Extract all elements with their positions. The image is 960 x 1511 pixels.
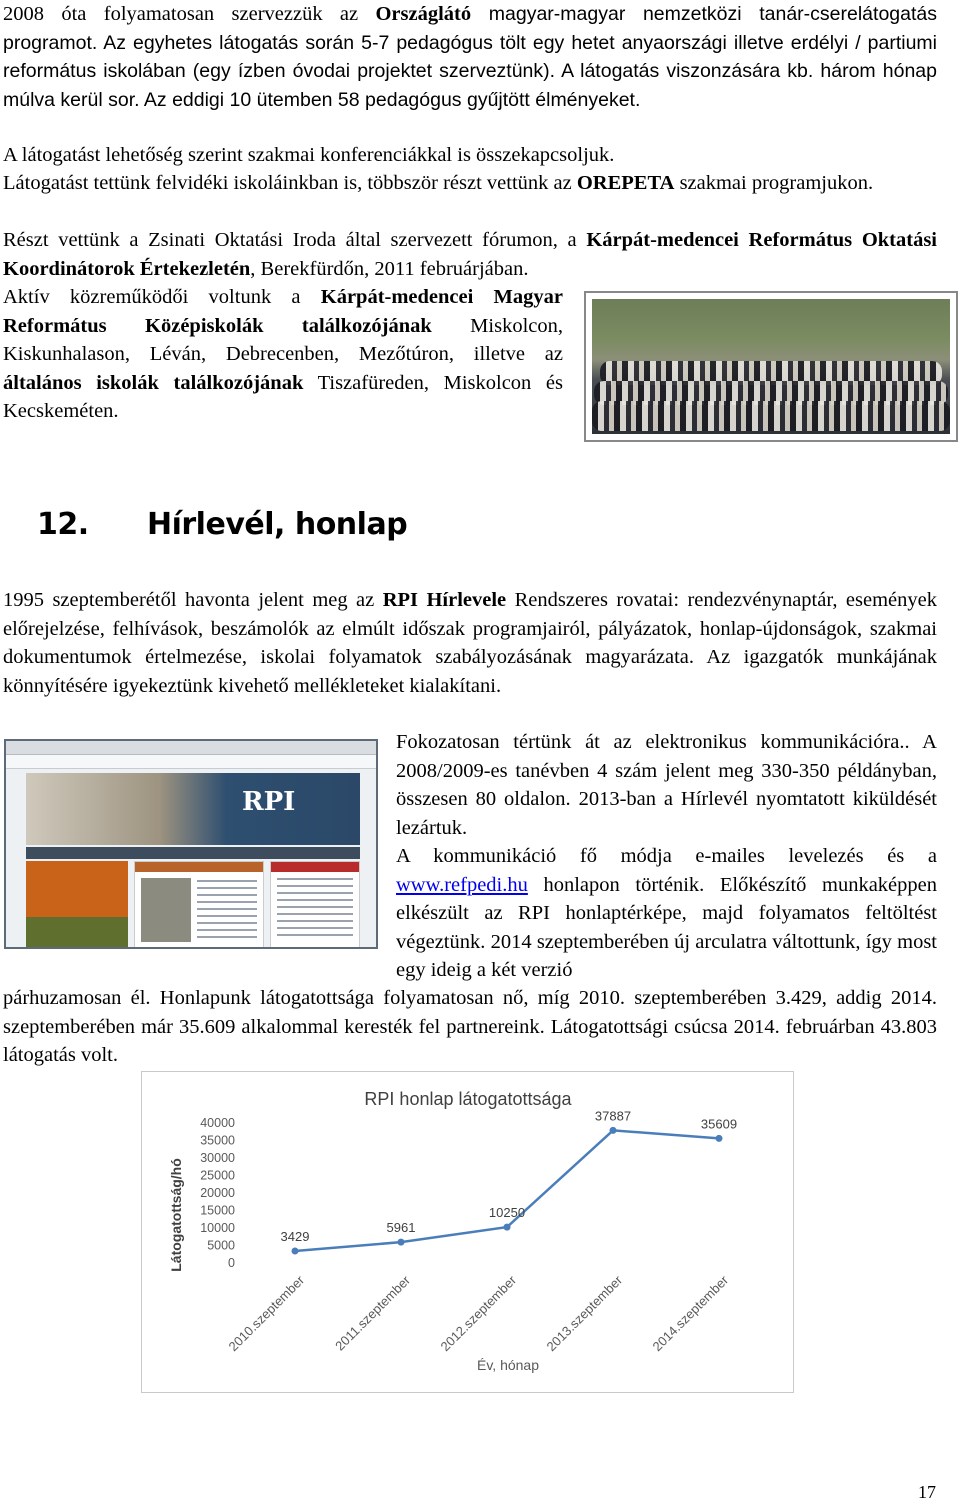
refpedi-link[interactable]: www.refpedi.hu bbox=[396, 873, 528, 896]
right-text-p1: Fokozatosan tértünk át az elektronikus kommunikációra.. A 2008/2009-es tanévben 4 szám jelent meg 330-350 példányban, összesen 80 oldalon. 2013-ban a Hírlevél nyomtatott kiküldését lezártuk. bbox=[396, 731, 937, 839]
intro-text-rest: magyar-magyar nemzetközi tanár-cserelátogatás programot. Az egyhetes látogatás során 5-7 pedagógus tölt egy hetet anyaországi illetve erdélyi / partiumi református iskolában (egy ízben óvodai projektet szerveztünk). A látogatás viszonzására kb. három hónap múlva kerül sor. Az eddigi 10 ütemben 58 pedagógus gyűjtött élményeket. bbox=[3, 3, 937, 111]
chart-x-tick-label: 2012.szeptember bbox=[437, 1272, 520, 1355]
chart-data-point bbox=[610, 1127, 617, 1134]
section-heading bbox=[37, 507, 407, 542]
intro-paragraph bbox=[3, 0, 937, 114]
hirlevel-text-end: Rendszeres rovatai: rendezvénynaptár, események előrejelzése, felhívások, beszámolók az elmúlt időszak programjairól, pályázatok, honlap-újdonságok, szakmai dokumentumok értelmezése, iskolai folyamatok szabályozásának magyarázata. Az igazgatók munkájának könnyítésére igyekeztünk kivehető mellékleteket kialakítani. bbox=[3, 589, 937, 697]
rpi-hirlevele-term: RPI Hírlevele bbox=[382, 589, 507, 611]
chart-data-label: 35609 bbox=[700, 1116, 738, 1132]
section-number: 12. bbox=[37, 507, 89, 542]
right-paragraph bbox=[396, 728, 937, 985]
chart-x-tick-label: 2014.szeptember bbox=[649, 1272, 732, 1355]
chart-x-tick-label: 2013.szeptember bbox=[543, 1272, 626, 1355]
chart-y-tick-label: 10000 bbox=[200, 1221, 235, 1235]
right-text-p2-start: A kommunikáció fő módja e-mailes levelezés és a bbox=[396, 845, 937, 867]
visits-chart bbox=[141, 1071, 794, 1393]
chart-title: RPI honlap látogatottsága bbox=[364, 1089, 572, 1109]
zsinati-text-start: Részt vettünk a Zsinati Oktatási Iroda által szervezett fórumon, a bbox=[3, 229, 587, 251]
chart-y-tick-label: 30000 bbox=[200, 1151, 235, 1165]
chart-y-tick-label: 40000 bbox=[200, 1116, 235, 1130]
chart-x-tick-label: 2010.szeptember bbox=[225, 1272, 308, 1355]
zsinati-text-end: , Berekfürdőn, 2011 februárjában. bbox=[250, 257, 529, 280]
group-photo bbox=[584, 291, 958, 442]
chart-y-tick-label: 5000 bbox=[207, 1238, 235, 1253]
aktiv-text-end: Tiszafüreden, Miskolcon és Kecskeméten. bbox=[3, 371, 563, 422]
chart-data-label: 5961 bbox=[386, 1220, 416, 1236]
aktiv-paragraph bbox=[3, 283, 563, 426]
orszaglato-term: Országlátó bbox=[375, 3, 472, 25]
chart-y-tick-label: 35000 bbox=[200, 1133, 235, 1148]
felvidek-paragraph bbox=[3, 169, 937, 198]
visits-chart-svg bbox=[142, 1072, 795, 1394]
chart-y-tick-label: 25000 bbox=[200, 1168, 235, 1183]
zsinati-paragraph bbox=[3, 226, 937, 283]
website-screenshot bbox=[4, 739, 378, 949]
browser-tab-bar bbox=[6, 741, 376, 755]
chart-data-label: 3429 bbox=[280, 1228, 310, 1244]
chart-data-label: 37887 bbox=[594, 1108, 632, 1124]
group-photo-image bbox=[592, 299, 950, 434]
orepeta-term: OREPETA bbox=[576, 172, 675, 194]
chart-y-tick-label: 0 bbox=[228, 1256, 235, 1270]
aktiv-text-middle: Miskolcon, Kiskunhalason, Léván, Debrecenben, Mezőtúron, illetve az bbox=[3, 314, 563, 365]
conference-sentence: A látogatást lehetőség szerint szakmai konferenciákkal is összekapcsoljuk. bbox=[3, 144, 615, 166]
page-number: 17 bbox=[918, 1482, 936, 1502]
bottom-paragraph: párhuzamosan él. Honlapunk látogatottsága folyamatosan nő, míg 2010. szeptemberében 3.429, addig 2014. szeptemberében már 35.609 alkalommal keresték fel partnereink. Látogatottsági csúcsa 2014. februárban 43.803 látogatás volt. bbox=[3, 987, 937, 1066]
koordinatorok-term: Kárpát-medencei Református Oktatási Koordinátorok Értekezletén bbox=[3, 229, 937, 280]
browser-address-bar bbox=[6, 755, 376, 769]
chart-data-point bbox=[504, 1224, 511, 1231]
chart-y-axis-label: Látogatottság/hó bbox=[168, 1158, 184, 1272]
chart-x-axis-label: Év, hónap bbox=[476, 1357, 540, 1373]
hirlevel-paragraph bbox=[3, 586, 937, 700]
felvidek-text-end: szakmai programjukon. bbox=[674, 172, 874, 194]
intro-year: 2008 bbox=[3, 3, 44, 25]
website-logo: RPI bbox=[242, 787, 296, 817]
chart-y-tick-label: 20000 bbox=[200, 1186, 235, 1200]
intro-text-start: óta folyamatosan szervezzük az bbox=[44, 3, 376, 25]
chart-data-point bbox=[716, 1135, 723, 1142]
aktiv-text-start: Aktív közreműködői voltunk a bbox=[3, 286, 321, 308]
kozepiskolak-term: Kárpát-medencei Magyar Református Középiskolák találkozójának bbox=[3, 286, 563, 337]
chart-x-tick-label: 2011.szeptember bbox=[332, 1272, 414, 1354]
felvidek-text-start: Látogatást tettünk felvidéki iskoláinkban is, többször részt vettünk az bbox=[3, 172, 577, 194]
website-main-article bbox=[134, 861, 264, 949]
chart-series-line bbox=[295, 1130, 719, 1251]
photo-people-row bbox=[592, 401, 950, 431]
website-banner bbox=[26, 773, 360, 845]
right-text-p2-end: honlapon történik. Előkészítő munkaképpen elkészült az RPI honlaptérképe, majd folyamatos feltöltést végeztünk. 2014 szeptemberében új arculatra váltottunk, így most egy ideig a két verzió bbox=[396, 873, 937, 981]
altalanos-term: általános iskolák találkozójának bbox=[3, 371, 304, 394]
chart-y-tick-label: 15000 bbox=[200, 1203, 235, 1218]
chart-data-label: 10250 bbox=[488, 1205, 526, 1221]
website-news-column bbox=[270, 861, 360, 949]
website-menu bbox=[26, 847, 360, 859]
hirlevel-text-start: 1995 szeptemberétől havonta jelent meg az bbox=[3, 589, 383, 611]
section-title: Hírlevél, honlap bbox=[147, 507, 408, 542]
chart-data-point bbox=[398, 1239, 405, 1246]
website-sidebar-lower bbox=[26, 917, 128, 947]
chart-data-point bbox=[292, 1247, 299, 1254]
